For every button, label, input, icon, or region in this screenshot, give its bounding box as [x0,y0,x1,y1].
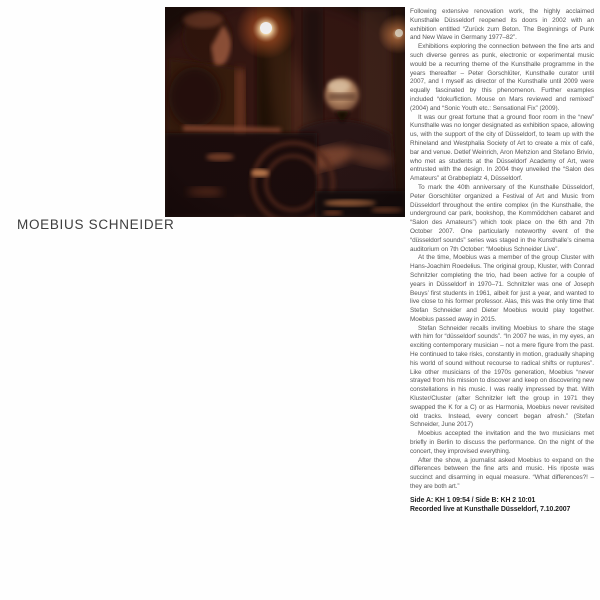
liner-paragraph: After the show, a journalist asked Moebius to expand on the differences between the fine arts and music. His riposte was succinct and disarming in equal measure. “What differences?! – they are both art.” [410,456,594,491]
liner-paragraph: Moebius accepted the invitation and the two musicians met briefly in Berlin to discuss the performance. On the night of the concert, they improvised everything. [410,430,594,455]
liner-paragraph: To mark the 40th anniversary of the Kunsthalle Düsseldorf, Peter Gorschlüter organized a Festival of Art and Music from Düsseldorf throughout the entire complex (in the Kunsthalle, the underground car park, bookshop, the Kommödchen cabaret and “Salon des Amateurs”) which took place on the 6th and 7th October 2007. One particularly noteworthy event of the “düsseldorf sounds” series was staged in the Kunsthalle’s cinema auditorium on 7th October: “Moebius Schneider Live”. [410,183,594,253]
liner-paragraph: It was our great fortune that a ground floor room in the “new” Kunsthalle was no longer designated as exhibition space, allowing us, with the support of the city of Düsseldorf, to team up with the Rhineland and Westphalia Society of Art to create a mix of café, bar and venue. Detlef Weinrich, Aron Mehzion and Stefano Brivio, who met as students at the Düsseldorf Academy of Art, were entrusted with the design. In 2004 they unveiled the “Salon des Amateurs” at Grabbeplatz 4, Düsseldorf. [410,113,594,183]
liner-paragraph: Following extensive renovation work, the highly acclaimed Kunsthalle Düsseldorf reopened its doors in 2002 with an exhibition entitled “Zurück zum Beton. The Beginnings of Punk and New Wave in Germany 1977–82”. [410,8,594,42]
credits-side-lengths: Side A: KH 1 09:54 / Side B: KH 2 10:01 [410,496,536,504]
liner-notes [410,8,594,515]
credits-recorded-line: Recorded live at Kunsthalle Düsseldorf, 7.10.2007 [410,506,571,514]
credits-block [410,496,594,515]
concert-photo-art [165,7,405,217]
liner-paragraph: At the time, Moebius was a member of the group Cluster with Hans-Joachim Roedelius. The original group, Kluster, with Conrad Schnitzler completing the trio, had been active for a couple of years in Düsseldorf in 1970–71. Schnitzler was one of Joseph Beuys’ first students in 1961, albeit for just a year, and wanted to live close to his former professor. Alas, this was the only time that Stefan Schneider and Dieter Moebius would play together. Moebius passed away in 2015. [410,254,594,323]
concert-photo [165,7,405,217]
liner-paragraph: Stefan Schneider recalls inviting Moebius to share the stage with him for “düsseldorf sounds”. “In 2007 he was, in my eyes, an exciting contemporary musician – not a mere figure from the past. He continued to take risks, constantly in motion, gradually shaping his world of sound without recourse to radical shifts or ruptures”. Like other musicians of the 1970s generation, Moebius “never strayed from his mission to discover and keep on discovering new constellations in his music. I was really impressed by that. With Kluster/Cluster (after Schnitzler left the group in 1971 they swapped the K for a C) or as Harmonia, Moebius never revisited old tracks. Instead, every concert began afresh.” (Stefan Schneider, June 2017) [410,324,594,429]
liner-paragraph: Exhibitions exploring the connection between the fine arts and such diverse genres as punk, electronic or experimental music would be a recurring theme of the Kunsthalle programme in the years thereafter – Peter Gorschlüter, Kunsthalle curator until 2007, and I myself as director of the Kunsthalle until 2009 were equally fascinated by this phenomenon. Further examples included “doku/fiction. Mouse on Mars reviewed and remixed” (2004) and “Sonic Youth etc.: Sensational Fix” (2009). [410,43,594,112]
album-title: MOEBIUS SCHNEIDER [17,217,175,232]
